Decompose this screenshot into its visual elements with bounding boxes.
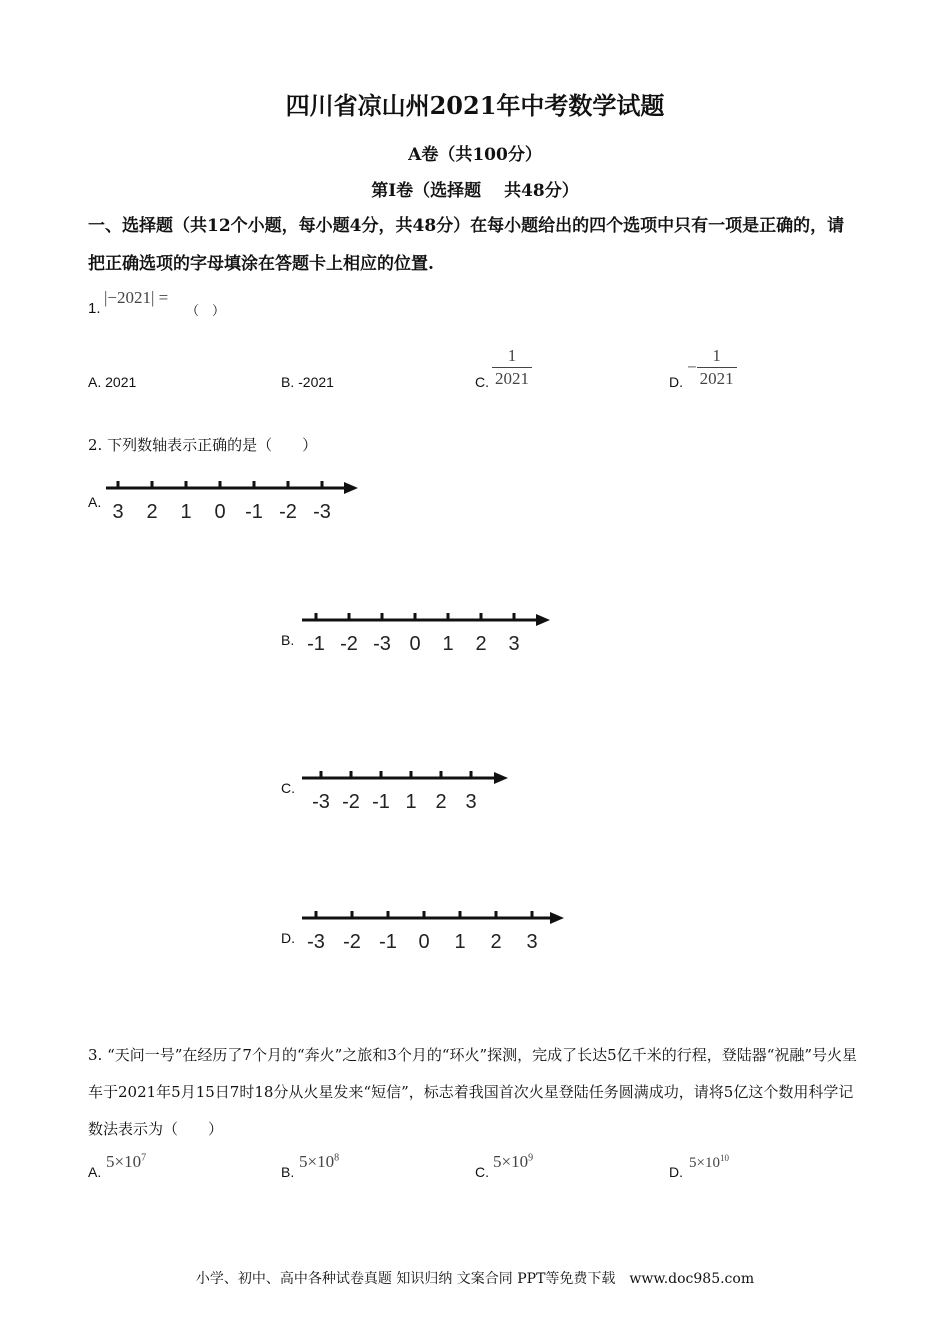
- q1-number: 1.: [88, 300, 101, 317]
- q3-stem: 3. “天问一号”在经历了7个月的“奔火”之旅和3个月的“环火”探测，完成了长达5亿千米的行程，登陆器“祝融”号火星车于2021年5月15日7时18分从火星发来“短信”，标志着我国首次火星登陆任务圆满成功，请将5亿这个数用科学记数法表示为（ ）: [88, 1046, 858, 1138]
- axis-arrow: [494, 772, 508, 784]
- q1-option-d-label: D.: [669, 374, 683, 390]
- tick-label: -3: [307, 931, 325, 953]
- tick-label: 3: [465, 791, 477, 813]
- tick-label: 0: [214, 501, 226, 523]
- tick-label: 3: [526, 931, 538, 953]
- q1-option-c-fraction: $\frac{1}{2021}$: [492, 345, 532, 390]
- q2-number-line-b: [296, 606, 560, 666]
- tick-label: -1: [245, 501, 263, 523]
- tick-label: -2: [342, 791, 360, 813]
- q1-option-d-fraction: − $\frac{1}{2021}$: [687, 345, 737, 390]
- tick-label: 2: [435, 791, 447, 813]
- tick-label: 1: [442, 633, 454, 655]
- axis-arrow: [344, 482, 358, 494]
- tick-label: 2: [475, 633, 487, 655]
- axis-arrow: [550, 912, 564, 924]
- tick-label: 2: [146, 501, 158, 523]
- q1-option-b: B. -2021: [281, 374, 334, 390]
- tick-label: -2: [279, 501, 297, 523]
- tick-label: -3: [373, 633, 391, 655]
- tick-label: -1: [372, 791, 390, 813]
- tick-label: 0: [409, 633, 421, 655]
- tick-label: -2: [340, 633, 358, 655]
- section-heading: 一、选择题（共12个小题，每小题4分，共48分）在每小题给出的四个选项中只有一项是正确的，请把正确选项的字母填涂在答题卡上相应的位置.: [88, 216, 845, 274]
- q3-option-a-value: $5\times 10^7$: [106, 1152, 147, 1171]
- q3-option-a-label: A.: [88, 1164, 102, 1180]
- tick-label: -1: [379, 931, 397, 953]
- q1-option-a: A. 2021: [88, 374, 137, 390]
- q3-option-b-value: $5\times 10^8$: [299, 1152, 340, 1171]
- tick-label: 1: [454, 931, 466, 953]
- q2-number-line-c: [296, 764, 516, 816]
- tick-label: 1: [405, 791, 417, 813]
- q2-number-line-d: [296, 904, 572, 964]
- tick-label: 0: [418, 931, 430, 953]
- page-title: 四川省凉山州2021年中考数学试题: [285, 91, 665, 120]
- q3-option-b-label: B.: [281, 1164, 295, 1180]
- q3-option-d-value: $5\times 10^{10}$: [689, 1153, 729, 1171]
- tick-label: 3: [112, 501, 124, 523]
- part-one-heading: 第Ⅰ卷（选择题 共48分）: [371, 181, 579, 201]
- axis-arrow: [536, 614, 550, 626]
- q1-option-c-label: C.: [475, 374, 489, 390]
- tick-label: -3: [313, 501, 331, 523]
- tick-label: -1: [307, 633, 325, 655]
- q2-option-a-label: A.: [88, 494, 102, 510]
- q2-option-d-label: D.: [281, 930, 295, 946]
- tick-label: -2: [343, 931, 361, 953]
- volume-a-heading: A卷（共100分）: [408, 145, 542, 165]
- q3-option-c-value: $5\times 10^9$: [493, 1152, 534, 1171]
- q1-expression: |−2021| =: [104, 288, 169, 307]
- q1-paren: （ ）: [186, 303, 226, 318]
- tick-label: 1: [180, 501, 192, 523]
- tick-label: -3: [312, 791, 330, 813]
- footer-note: 小学、初中、高中各种试卷真题 知识归纳 文案合同 PPT等免费下载 www.doc985.com: [195, 1271, 755, 1287]
- tick-label: 2: [490, 931, 502, 953]
- q3-option-d-label: D.: [669, 1164, 683, 1180]
- tick-label: 3: [508, 633, 520, 655]
- q2-stem: 2. 下列数轴表示正确的是（ ）: [88, 436, 318, 454]
- q3-option-c-label: C.: [475, 1164, 489, 1180]
- q2-option-b-label: B.: [281, 632, 295, 648]
- q2-option-c-label: C.: [281, 780, 295, 796]
- q2-number-line-a: [100, 474, 370, 534]
